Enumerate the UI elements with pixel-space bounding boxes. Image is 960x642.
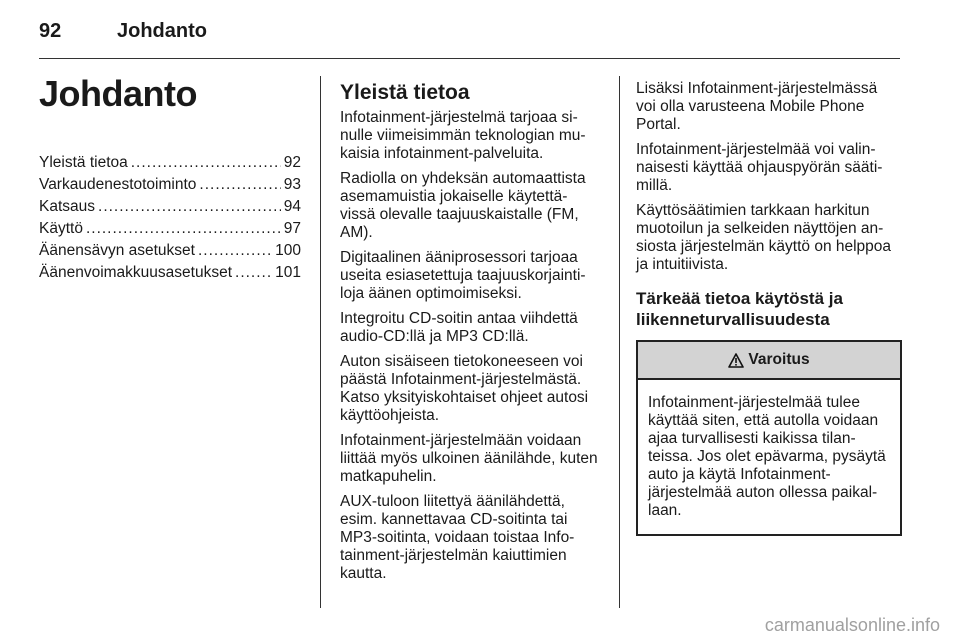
header-rule bbox=[39, 58, 900, 59]
watermark: carmanualsonline.info bbox=[764, 615, 940, 635]
left-column bbox=[39, 74, 301, 284]
toc-page: 97 bbox=[283, 220, 301, 237]
toc-entry[interactable] bbox=[39, 240, 301, 262]
toc-entry[interactable] bbox=[39, 196, 301, 218]
warning-triangle-icon bbox=[728, 353, 744, 368]
warning-text: Infotainment-järjestelmää tulee käyttää siten, että autolla voidaan ajaa turvallisesti kaikissa tilan- teissa. Jos olet epävarma, pysäytä auto ja käytä Infotainment- järjestelmää auton ollessa paikal- laan. bbox=[648, 394, 886, 519]
paragraph: Digitaalinen ääniprosessori tarjoaa useita esiasetettuja taajuuskorjainti- loja äänen optimoimiseksi. bbox=[340, 249, 586, 302]
toc-label: Yleistä tietoa bbox=[39, 154, 128, 171]
toc-label: Äänensävyn asetukset bbox=[39, 242, 195, 259]
toc-page: 92 bbox=[283, 154, 301, 171]
toc-page: 94 bbox=[283, 198, 301, 215]
paragraph: Infotainment-järjestelmää voi valin- naisesti käyttää ohjauspyörän sääti- millä. bbox=[636, 141, 883, 194]
toc-page: 100 bbox=[275, 242, 301, 259]
paragraph: Infotainment-järjestelmä tarjoaa si- nulle viimeisimmän teknologian mu- kaisia infotainment-palveluita. bbox=[340, 109, 586, 162]
toc-label: Katsaus bbox=[39, 198, 96, 215]
toc-label: Varkaudenestotoiminto bbox=[39, 176, 197, 193]
toc-label: Äänenvoimakkuusasetukset bbox=[39, 264, 233, 281]
page-number: 92 bbox=[39, 20, 62, 42]
warning-title: Varoitus bbox=[748, 351, 810, 368]
chapter-title: Johdanto bbox=[39, 73, 197, 114]
subheading: Tärkeää tietoa käytöstä ja liikenneturvallisuudesta bbox=[636, 289, 843, 329]
warning-header bbox=[638, 342, 900, 380]
toc-page: 101 bbox=[275, 264, 301, 281]
paragraph: Käyttösäätimien tarkkaan harkitun muotoilun ja selkeiden näyttöjen an- siosta järjestelmän käyttö on helppoa ja intuitiivista. bbox=[636, 202, 892, 273]
paragraph: Radiolla on yhdeksän automaattista asemamuistia jokaiselle käytettä- vissä olevalle taajuuskaistalle (FM, AM). bbox=[340, 170, 586, 241]
toc-entry[interactable] bbox=[39, 152, 301, 174]
running-head: Johdanto bbox=[117, 20, 207, 42]
right-column bbox=[636, 80, 902, 536]
toc-entry[interactable] bbox=[39, 262, 301, 284]
column-divider bbox=[320, 76, 321, 608]
column-divider bbox=[619, 76, 620, 608]
middle-column bbox=[340, 80, 605, 590]
table-of-contents bbox=[39, 152, 301, 284]
paragraph: AUX-tuloon liitettyä äänilähdettä, esim. kannettavaa CD-soitinta tai MP3-soitinta, voidaan toistaa Info- tainment-järjestelmän kaiuttimien kautta. bbox=[340, 493, 575, 582]
paragraph: Auton sisäiseen tietokoneeseen voi päästä Infotainment-järjestelmästä. Katso yksityiskohtaiset ohjeet autosi käyttöohjeista. bbox=[340, 353, 589, 424]
toc-entry[interactable] bbox=[39, 218, 301, 240]
paragraph: Infotainment-järjestelmään voidaan liittää myös ulkoinen äänilähde, kuten matkapuhelin. bbox=[340, 432, 598, 485]
warning-box bbox=[636, 340, 902, 536]
toc-label: Käyttö bbox=[39, 220, 83, 237]
toc-entry[interactable] bbox=[39, 174, 301, 196]
toc-page: 93 bbox=[283, 176, 301, 193]
section-title: Yleistä tietoa bbox=[340, 81, 470, 104]
paragraph: Integroitu CD-soitin antaa viihdettä audio-CD:llä ja MP3 CD:llä. bbox=[340, 310, 578, 345]
paragraph: Lisäksi Infotainment-järjestelmässä voi olla varusteena Mobile Phone Portal. bbox=[636, 80, 878, 133]
